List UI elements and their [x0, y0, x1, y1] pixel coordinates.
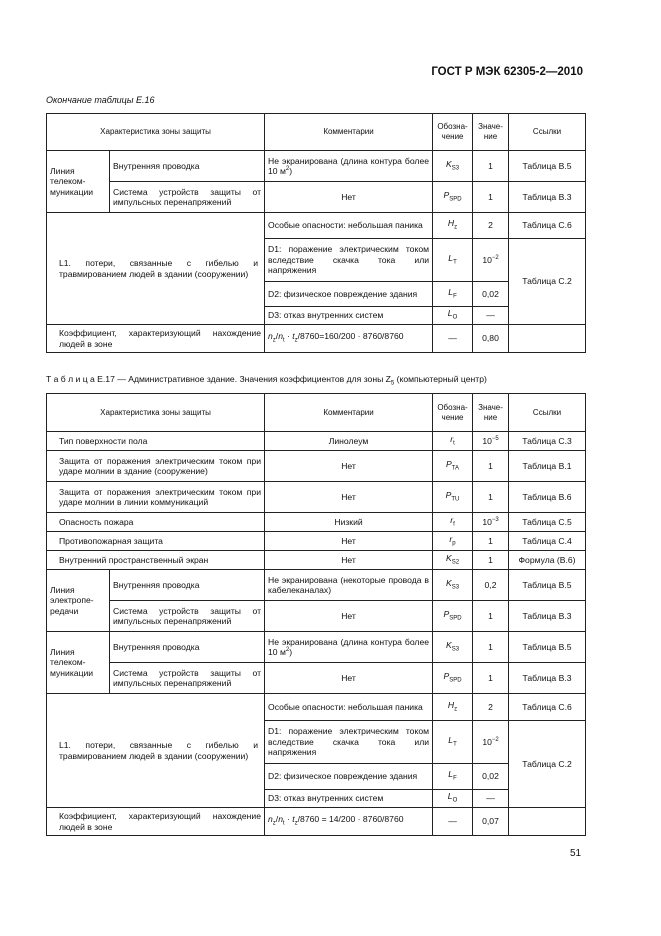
row-ref: Таблица C.4: [509, 532, 586, 551]
row-comment: Особые опасности: небольшая паника: [265, 213, 433, 239]
col-header-symbol: Обозна- чение: [433, 394, 473, 432]
row-comment: Нет: [265, 482, 433, 513]
row-name: Тип поверхности пола: [47, 432, 265, 451]
col-header-refs: Ссылки: [509, 114, 586, 151]
row-comment: D3: отказ внутренних систем: [265, 790, 433, 808]
row-value: 1: [473, 532, 509, 551]
row-name: Внутренний пространственный экран: [47, 551, 265, 570]
row-ref: Таблица B.1: [509, 451, 586, 482]
row-name: Защита от поражения электрическим током при ударе молнии в здание (сооружение): [47, 451, 265, 482]
row-value: 1: [473, 482, 509, 513]
row-ref: Таблица C.6: [509, 694, 586, 721]
row-value: 0,2: [473, 570, 509, 601]
table-e16: [46, 113, 586, 353]
table-17-caption: Т а б л и ц а Е.17 — Административное здание. Значения коэффициентов для зоны $Z_5$ (компьютерный центр): [46, 374, 487, 387]
row-ref: Таблица B.3: [509, 182, 586, 213]
row-ref: Таблица C.3: [509, 432, 586, 451]
row-symbol: $L_T$: [433, 721, 473, 764]
row-symbol: $r_p$: [433, 532, 473, 551]
row-name: Внутренняя проводка: [110, 151, 265, 182]
row-comment: Нет: [265, 551, 433, 570]
coef-label: Коэффициент, характеризующий нахождение людей в зоне: [47, 808, 265, 836]
row-comment: Не экранирована (длина контура более 10 $м^2$): [265, 632, 433, 663]
row-name: Система устройств защиты от импульсных перенапряжений: [110, 182, 265, 213]
l1-group-label: L1. потери, связанные с гибелью и травмированием людей в здании (сооружении): [47, 694, 265, 808]
row-comment: D3: отказ внутренних систем: [265, 307, 433, 325]
row-value: $10^{-3}$: [473, 513, 509, 532]
row-symbol: $r_t$: [433, 432, 473, 451]
line-power-label: Линия электропе-редачи: [47, 570, 110, 632]
row-value: $10^{-2}$: [473, 239, 509, 282]
row-name: Внутренняя проводка: [110, 632, 265, 663]
row-name: Внутренняя проводка: [110, 570, 265, 601]
row-symbol: $P_{SPD}$: [433, 663, 473, 694]
row-value: 1: [473, 601, 509, 632]
row-ref: Таблица B.3: [509, 601, 586, 632]
row-comment: Низкий: [265, 513, 433, 532]
coef-value: 0,80: [473, 325, 509, 353]
l1-group-label: L1. потери, связанные с гибелью и травмированием людей в здании (сооружении): [47, 213, 265, 325]
row-comment: Линолеум: [265, 432, 433, 451]
col-header-comments: Комментарии: [265, 114, 433, 151]
row-name: Система устройств защиты от импульсных перенапряжений: [110, 601, 265, 632]
row-symbol: $r_f$: [433, 513, 473, 532]
col-header-characteristic: Характеристика зоны защиты: [47, 114, 265, 151]
row-comment: Не экранирована (длина контура более 10 $м^2$): [265, 151, 433, 182]
line-telecom-label: Линия телеком-муникации: [47, 632, 110, 694]
coef-label: Коэффициент, характеризующий нахождение людей в зоне: [47, 325, 265, 353]
row-symbol: $K_{S2}$: [433, 551, 473, 570]
row-symbol: $L_O$: [433, 790, 473, 808]
coef-symbol: —: [433, 808, 473, 836]
page-number: 51: [570, 848, 582, 859]
coef-value: 0,07: [473, 808, 509, 836]
coef-symbol: —: [433, 325, 473, 353]
row-value: 1: [473, 551, 509, 570]
row-value: —: [473, 790, 509, 808]
row-name: Противопожарная защита: [47, 532, 265, 551]
table-16-caption: Окончание таблицы Е.16: [46, 95, 155, 105]
row-comment: Особые опасности: небольшая паника: [265, 694, 433, 721]
row-value: 0,02: [473, 282, 509, 307]
coef-ref-empty: [509, 325, 586, 353]
row-comment: Нет: [265, 451, 433, 482]
document-header: ГОСТ Р МЭК 62305-2—2010: [431, 66, 583, 78]
row-value: 1: [473, 182, 509, 213]
row-value: 1: [473, 451, 509, 482]
row-ref-merged: Таблица C.2: [509, 721, 586, 808]
coef-formula: $n_z/n_t \cdot t_z/8760 = 14/200 \cdot 8760/8760$: [265, 808, 433, 836]
row-name: Система устройств защиты от импульсных перенапряжений: [110, 663, 265, 694]
table-e17: [46, 393, 586, 836]
row-value: 2: [473, 213, 509, 239]
row-value: $10^{-5}$: [473, 432, 509, 451]
row-value: 0,02: [473, 764, 509, 790]
row-symbol: $L_O$: [433, 307, 473, 325]
row-comment: Нет: [265, 601, 433, 632]
row-name: Опасность пожара: [47, 513, 265, 532]
row-ref: Таблица C.6: [509, 213, 586, 239]
row-symbol: $P_{SPD}$: [433, 601, 473, 632]
row-value: 1: [473, 151, 509, 182]
row-symbol: $K_{S3}$: [433, 570, 473, 601]
row-ref-merged: Таблица C.2: [509, 239, 586, 325]
col-header-value: Значе- ние: [473, 394, 509, 432]
row-symbol: $H_z$: [433, 213, 473, 239]
row-name: Защита от поражения электрическим током при ударе молнии в линии коммуникаций: [47, 482, 265, 513]
row-symbol: $L_F$: [433, 764, 473, 790]
row-ref: Таблица B.5: [509, 151, 586, 182]
row-comment: Нет: [265, 182, 433, 213]
row-symbol: $H_z$: [433, 694, 473, 721]
row-ref: Таблица B.5: [509, 570, 586, 601]
row-ref: Таблица B.5: [509, 632, 586, 663]
coef-ref-empty: [509, 808, 586, 836]
row-value: 2: [473, 694, 509, 721]
row-ref: Таблица B.6: [509, 482, 586, 513]
col-header-refs: Ссылки: [509, 394, 586, 432]
row-symbol: $K_{S3}$: [433, 151, 473, 182]
line-telecom-label: Линия телеком-муникации: [47, 151, 110, 213]
row-comment: D2: физическое повреждение здания: [265, 282, 433, 307]
col-header-value: Значе- ние: [473, 114, 509, 151]
row-comment: D1: поражение электрическим током вследствие скачка тока или напряжения: [265, 721, 433, 764]
row-symbol: $L_F$: [433, 282, 473, 307]
row-value: 1: [473, 663, 509, 694]
coef-formula: $n_z/n_t \cdot t_z/8760=160/200 \cdot 8760/8760$: [265, 325, 433, 353]
row-value: 1: [473, 632, 509, 663]
row-symbol: $P_{TA}$: [433, 451, 473, 482]
col-header-characteristic: Характеристика зоны защиты: [47, 394, 265, 432]
row-value: $10^{-2}$: [473, 721, 509, 764]
row-symbol: $L_T$: [433, 239, 473, 282]
row-comment: D2: физическое повреждение здания: [265, 764, 433, 790]
row-comment: Нет: [265, 532, 433, 551]
row-symbol: $K_{S3}$: [433, 632, 473, 663]
row-ref: Формула (B.6): [509, 551, 586, 570]
row-symbol: $P_{SPD}$: [433, 182, 473, 213]
row-ref: Таблица C.5: [509, 513, 586, 532]
row-comment: D1: поражение электрическим током вследствие скачка тока или напряжения: [265, 239, 433, 282]
row-ref: Таблица B.3: [509, 663, 586, 694]
row-comment: Не экранирована (некоторые провода в кабелеканалах): [265, 570, 433, 601]
col-header-comments: Комментарии: [265, 394, 433, 432]
col-header-symbol: Обозна- чение: [433, 114, 473, 151]
row-comment: Нет: [265, 663, 433, 694]
row-symbol: $P_{TU}$: [433, 482, 473, 513]
row-value: —: [473, 307, 509, 325]
